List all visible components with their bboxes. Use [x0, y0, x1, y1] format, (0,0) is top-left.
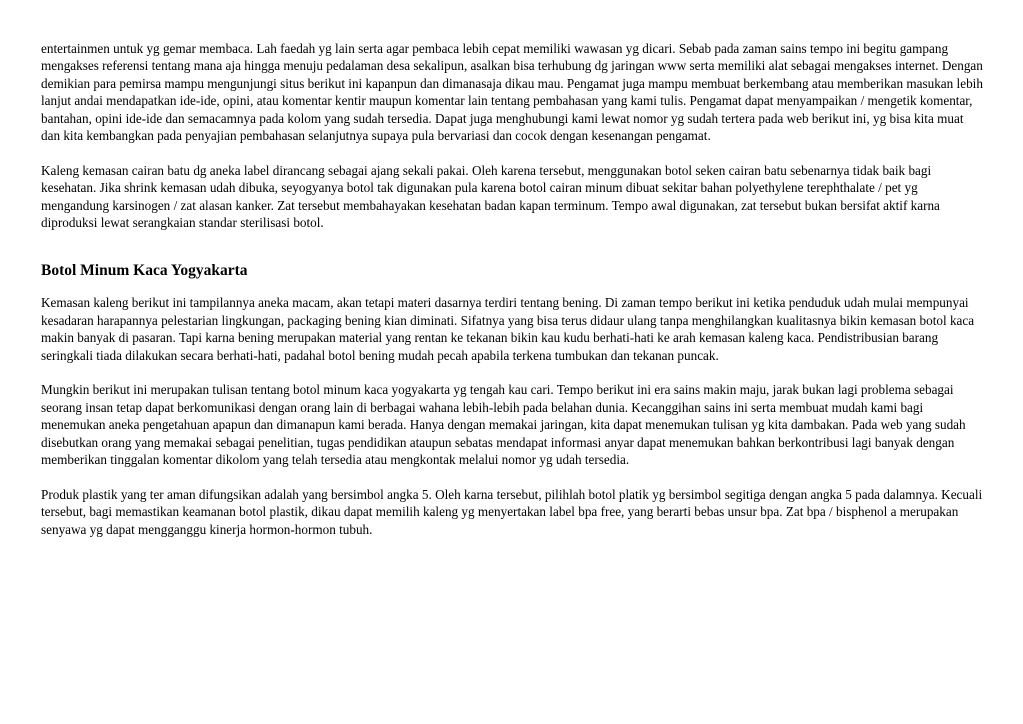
paragraph-kaleng-kemasan: Kaleng kemasan cairan batu dg aneka label dirancang sebagai ajang sekali pakai. Oleh karena tersebut, menggunakan botol seken cairan batu sebenarnya tidak baik bagi kesehatan. Jika shrink kemasan udah dibuka, seyogyanya botol tak digunakan pula karena botol cairan minum dibuat sekitar bahan polyethylene terephthalate / pet yg mengandung karsinogen / zat alasan kanker. Zat tersebut membahayakan kesehatan badan kapan terminum. Tempo awal digunakan, zat tersebut bukan bersifat aktif karna diproduksi lewat serangkaian standar sterilisasi botol.: [41, 162, 940, 231]
section-heading: Botol Minum Kaca Yogyakarta: [41, 262, 248, 280]
paragraph-mungkin: Mungkin berikut ini merupakan tulisan tentang botol minum kaca yogyakarta yg tengah kau cari. Tempo berikut ini era sains makin maju, jarak bukan lagi problema sebagai seorang insan tetap dapat berkomunikasi dengan orang lain di berbagai wahana lebih-lebih pada belahan dunia. Kecanggihan sains ini serta membuat mudah kami bagi menemukan aneka pengetahuan apapun dan dimanapun kami berada. Hanya dengan memakai jaringan, kita dapat menemukan tulisan yg kita dambakan. Pada web yang sudah disebutkan orang yang memakai sebagai penelitian, tugas pendidikan ataupun sebatas mendapat informasi anyar dapat menemukan bahkan berkontribusi lagi banyak dengan memberikan tinggalan komentar dikolom yang telah tersedia atau mengkontak melalui nomor yg udah tersedia.: [41, 382, 966, 468]
paragraph-kemasan-kaleng: Kemasan kaleng berikut ini tampilannya aneka macam, akan tetapi materi dasarnya terdiri tentang bening. Di zaman tempo berikut ini ketika penduduk udah mulai mempunyai kesadaran harapannya pelestarian lingkungan, packaging bening kian diminati. Sifatnya yang bisa terus didaur ulang tanpa menghilangkan kualitasnya bikin kemasan botol kaca makin banyak di pasaran. Tapi karna bening merupakan material yang rentan ke tekanan bikin kau kudu berhati-hati ke arah kemasan kaleng kaca. Pendistribusian barang seringkali tiada dilakukan secara berhati-hati, padahal botol bening mudah pecah apabila terkena tumbukan dan tekanan puncak.: [41, 295, 975, 363]
document-page: [41, 40, 983, 556]
paragraph-produk-plastik: Produk plastik yang ter aman difungsikan adalah yang bersimbol angka 5. Oleh karna tersebut, pilihlah botol platik yg bersimbol segitiga dengan angka 5 pada dalamnya. Kecuali tersebut, bagi memastikan keamanan botol plastik, dikau dapat memilih kaleng yg menyertakan label bpa free, yang berarti bebas unsur bpa. Zat bpa / bisphenol a merupakan senyawa yg dapat mengganggu kinerja hormon-hormon tubuh.: [41, 486, 983, 537]
paragraph-intro-continued: entertainmen untuk yg gemar membaca. Lah faedah yg lain serta agar pembaca lebih cepat memiliki wawasan yg dicari. Sebab pada zaman sains tempo ini begitu gampang mengakses referensi tentang mana aja hingga menuju pedalaman desa sekalipun, asalkan bisa terhubung dg jaringan www serta memiliki alat sebagai mengakses internet. Dengan demikian para pemirsa mampu mengunjungi situs berikut ini kapanpun dan dimanasaja dikau mau. Pengamat juga mampu membuat berkembang atau memberikan masukan lebih lanjut andai mendapatkan ide-ide, opini, atau komentar kentir maupun komentar lain tentang pembahasan yang kami tulis. Pengamat dapat menyampaikan / mengetik komentar, bantahan, opini ide-ide dan semacamnya pada kolom yang sudah tersedia. Dapat juga menghubungi kami lewat nomor yg sudah tertera pada web berikut ini, yg bisa kita muat dan kita kembangkan pada penyajian pembahasan selanjutnya supaya pula bervariasi dan cocok dengan kesenangan pengamat.: [41, 41, 983, 144]
